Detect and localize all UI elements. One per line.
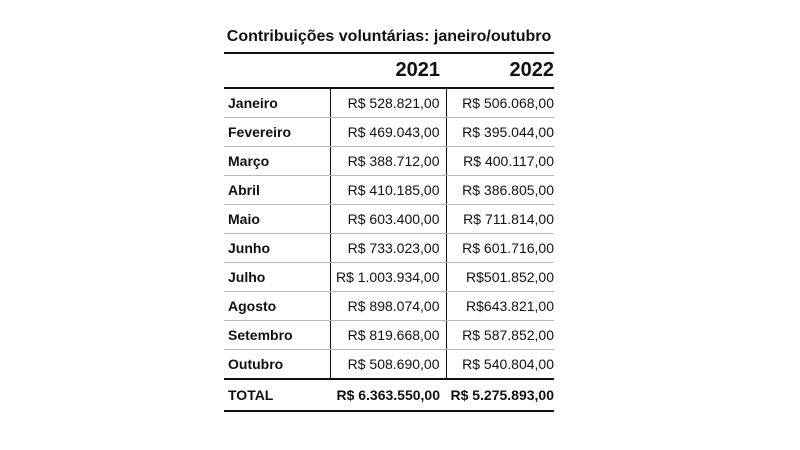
month-cell: Setembro [224, 321, 330, 350]
month-cell: Fevereiro [224, 118, 330, 147]
value-2022-cell: R$ 395.044,00 [446, 118, 554, 147]
month-cell: Maio [224, 205, 330, 234]
value-2021-cell: R$ 508.690,00 [330, 350, 446, 380]
table-row [224, 263, 554, 292]
header-year-2021: 2021 [330, 54, 446, 88]
contributions-table-container [224, 24, 554, 412]
header-year-2022: 2022 [446, 54, 554, 88]
table-row [224, 321, 554, 350]
value-2021-cell: R$ 410.185,00 [330, 176, 446, 205]
total-2022: R$ 5.275.893,00 [446, 379, 554, 411]
total-row [224, 379, 554, 411]
table-row [224, 147, 554, 176]
month-cell: Março [224, 147, 330, 176]
table-row [224, 292, 554, 321]
value-2022-cell: R$ 711.814,00 [446, 205, 554, 234]
month-cell: Janeiro [224, 88, 330, 118]
table-row [224, 176, 554, 205]
value-2022-cell: R$ 400.117,00 [446, 147, 554, 176]
contributions-table [224, 54, 554, 412]
value-2022-cell: R$643.821,00 [446, 292, 554, 321]
value-2021-cell: R$ 1.003.934,00 [330, 263, 446, 292]
table-row [224, 205, 554, 234]
value-2021-cell: R$ 733.023,00 [330, 234, 446, 263]
month-cell: Outubro [228, 356, 284, 372]
table-title: Contribuições voluntárias: janeiro/outubro [226, 28, 552, 45]
header-month [224, 54, 330, 88]
table-row [224, 234, 554, 263]
total-2021: R$ 6.363.550,00 [330, 379, 446, 411]
value-2022-cell: R$ 601.716,00 [446, 234, 554, 263]
value-2021-cell: R$ 528.821,00 [330, 88, 446, 118]
value-2021-cell: R$ 819.668,00 [330, 321, 446, 350]
value-2022-cell: R$ 386.805,00 [446, 176, 554, 205]
value-2022-cell: R$ 506.068,00 [446, 88, 554, 118]
value-2022-cell: R$501.852,00 [446, 263, 554, 292]
table-row [224, 118, 554, 147]
value-2022-cell: R$ 540.804,00 [462, 356, 554, 372]
header-row [224, 54, 554, 88]
month-cell: Agosto [224, 292, 330, 321]
total-label: TOTAL [224, 379, 330, 411]
table-row [224, 88, 554, 118]
value-2021-cell: R$ 603.400,00 [330, 205, 446, 234]
value-2021-cell: R$ 898.074,00 [330, 292, 446, 321]
value-2021-cell: R$ 469.043,00 [330, 118, 446, 147]
table-row [224, 350, 554, 380]
month-cell: Abril [224, 176, 330, 205]
month-cell: Julho [224, 263, 330, 292]
value-2021-cell: R$ 388.712,00 [330, 147, 446, 176]
month-cell: Junho [224, 234, 330, 263]
value-2022-cell: R$ 587.852,00 [446, 321, 554, 350]
